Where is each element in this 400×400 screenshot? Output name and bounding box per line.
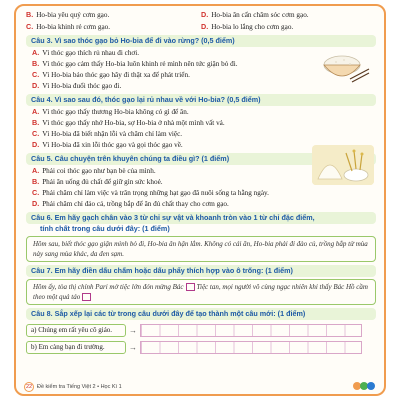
q3-option-a[interactable]: A. Vì thóc gạo thích rủ nhau đi chơi. <box>32 48 140 57</box>
q7-block <box>26 265 376 305</box>
worksheet-content <box>26 8 376 354</box>
q8-row-a <box>26 324 376 337</box>
q4-options <box>26 107 376 150</box>
q8-block <box>26 308 376 354</box>
q7-blank-box[interactable] <box>82 293 91 301</box>
q7-passage <box>26 279 376 305</box>
q7-blank-box[interactable] <box>186 283 195 291</box>
q2-option[interactable]: B. Ho-bia yêu quý cơm gạo. <box>26 10 110 19</box>
q8-sentence-a: a) Chúng em rất yêu cô giáo. <box>26 324 126 337</box>
q3-option-c[interactable]: C. Vì Ho-bia bảo thóc gạo hãy đi thật xa để phát triển. <box>32 70 190 79</box>
q6-block <box>26 212 376 262</box>
q2-option[interactable]: C. Ho-bia khinh rẻ cơm gạo. <box>26 22 111 31</box>
q8-answer-grid-b[interactable] <box>140 341 362 354</box>
q4-option-c[interactable]: C. Vì Ho-bia đã biết nhận lỗi và chăm chỉ làm việc. <box>32 129 183 138</box>
q5-option-a[interactable]: A. Phải coi thóc gạo như bạn bè của mình. <box>32 166 156 175</box>
q6-title: Câu 6. Em hãy gạch chân vào 3 từ chỉ sự vật và khoanh tròn vào 1 từ chỉ đặc điểm, <box>26 212 376 224</box>
q5-option-d[interactable]: D. Phải chăm chỉ đảo cả, trồng bắp để ăn đủ chất thay cho cơm gạo. <box>32 199 229 208</box>
q5-option-b[interactable]: B. Phải ăn uống đủ chất để giữ gìn sức khoẻ. <box>32 177 163 186</box>
q8-sentence-b: b) Em càng bạn đi trường. <box>26 341 126 354</box>
rice-sack-illustration <box>312 145 374 185</box>
q8-title: Câu 8. Sắp xếp lại các từ trong câu dưới đây để tạo thành một câu mới: (1 điểm) <box>26 308 376 320</box>
q3-option-b[interactable]: B. Vì thóc gạo cảm thấy Ho-bia luôn khinh rẻ mình nên tức giận bỏ đi. <box>32 59 238 68</box>
q4-block <box>26 94 376 150</box>
q4-title: Câu 4. Vì sao sau đó, thóc gạo lại rủ nhau về với Ho-bia? (0,5 điểm) <box>26 94 376 106</box>
q8-row-b <box>26 341 376 354</box>
arrow-right-icon: → <box>129 326 137 335</box>
page-number: 22 <box>25 384 33 390</box>
footer-text: Đề kiểm tra Tiếng Việt 2 • Học Kì 1 <box>37 384 122 390</box>
page-footer <box>24 382 122 392</box>
q7-title: Câu 7. Em hãy điền dấu chấm hoặc dấu phẩy thích hợp vào ô trống: (1 điểm) <box>26 265 376 277</box>
q4-option-d[interactable]: D. Vì Ho-bia đã xin lỗi thóc gạo và gọi thóc gạo về. <box>32 140 183 149</box>
publisher-logo-icon <box>352 380 376 392</box>
arrow-right-icon: → <box>129 343 137 352</box>
q4-option-b[interactable]: B. Vì thóc gạo thấy nhớ Ho-bia, sợ Ho-bia ở nhà một mình vất vả. <box>32 118 225 127</box>
q6-passage[interactable]: Hôm sau, biết thóc gạo giận mình bỏ đi, Ho-bia ân hận lắm. Không có cái ăn, Ho-bia phải đi đào củ, trồng bắp từ mùa này sang mùa khác, da đen sạm. <box>26 236 376 262</box>
q3-block <box>26 35 376 91</box>
worksheet-page <box>14 4 386 396</box>
rice-bowl-illustration <box>320 49 370 85</box>
q7-passage-b: Tiệc tan, mọi người vô cùng ngạc nhiên khi thấy Bác Hồ cầm theo một quả táo <box>33 283 368 301</box>
q3-option-d[interactable]: D. Vì Ho-bia đuổi thóc gạo đi. <box>32 81 122 90</box>
q2-option[interactable]: D. Ho-bia ăn cẩn chăm sóc cơm gạo. <box>201 10 309 19</box>
q7-passage-a: Hôm ấy, tòa thị chính Pari mở tiệc lớn đón mừng Bác <box>33 283 184 291</box>
q2-options <box>26 10 376 32</box>
q6-subtitle: tính chất trong câu dưới đây: (1 điểm) <box>40 224 170 233</box>
q4-option-a[interactable]: A. Vì thóc gạo thấy thương Ho-bia không có gì để ăn. <box>32 107 189 116</box>
q5-option-c[interactable]: C. Phải chăm chỉ làm việc và trân trọng những hạt gạo đã nuôi sống ta hằng ngày. <box>32 188 269 197</box>
q3-title: Câu 3. Vì sao thóc gạo bỏ Ho-bia để đi vào rừng? (0,5 điểm) <box>26 35 376 47</box>
q8-answer-grid-a[interactable] <box>140 324 362 337</box>
q5-block <box>26 153 376 209</box>
q5-title: Câu 5. Câu chuyện trên khuyên chúng ta điều gì? (1 điểm) <box>26 153 376 165</box>
q2-option[interactable]: D. Ho-bia lo lắng cho cơm gạo. <box>201 22 294 31</box>
